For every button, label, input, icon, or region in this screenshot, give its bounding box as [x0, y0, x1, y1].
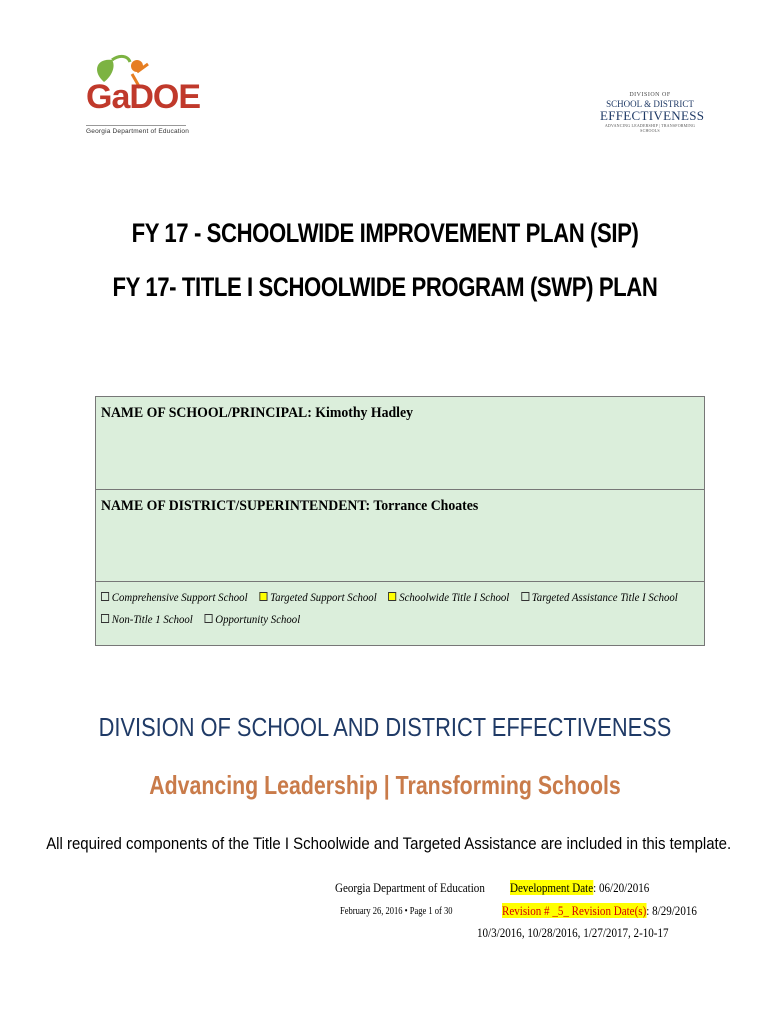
required-components-note: All required components of the Title I Schoolwide and Targeted Assistance are included in this template.: [46, 834, 732, 853]
option-targeted-assistance-title-i[interactable]: [521, 586, 678, 608]
option-label: Non-Title 1 School: [111, 612, 193, 626]
district-superintendent-row: [96, 490, 704, 582]
option-label: Targeted Support School: [270, 590, 377, 604]
checkbox-icon[interactable]: [521, 592, 529, 601]
division-logo-line4: ADVANCING LEADERSHIP | TRANSFORMING SCHOOLS: [604, 123, 696, 133]
district-superintendent-field[interactable]: NAME OF DISTRICT/SUPERINTENDENT: Torrance Choates: [101, 498, 479, 514]
footer-development-date: [510, 880, 649, 896]
swp-title: FY 17- TITLE I SCHOOLWIDE PROGRAM (SWP) PLAN: [112, 272, 658, 302]
division-logo: [600, 92, 705, 142]
checkbox-icon[interactable]: [259, 592, 267, 601]
option-label: Schoolwide Title I School: [399, 590, 510, 604]
footer-revision-dates: 10/3/2016, 10/28/2016, 1/27/2017, 2-10-17: [477, 925, 669, 940]
revision-label: Revision # _5_ Revision Date(s): [502, 903, 647, 918]
option-non-title-1[interactable]: [101, 608, 193, 630]
footer-page: February 26, 2016 • Page 1 of 30: [340, 906, 453, 917]
school-type-row: [96, 582, 704, 645]
division-tagline: Advancing Leadership | Transforming Schools: [149, 770, 621, 800]
gadoe-tagline: Georgia Department of Education: [86, 128, 190, 135]
option-label: Opportunity School: [215, 612, 301, 626]
checkbox-icon[interactable]: [101, 614, 109, 623]
gadoe-logo: [82, 52, 201, 140]
school-principal-row: [96, 397, 704, 490]
development-date-label: Development Date: [510, 880, 594, 895]
school-info-box: [95, 396, 705, 646]
checkbox-icon[interactable]: [205, 614, 213, 623]
school-principal-field[interactable]: NAME OF SCHOOL/PRINCIPAL: Kimothy Hadley: [101, 405, 414, 421]
checkbox-icon[interactable]: [388, 592, 396, 601]
division-logo-line1: DIVISION OF: [629, 92, 671, 98]
gadoe-wordmark: GaDOE: [86, 78, 201, 116]
development-date-value: : 06/20/2016: [593, 880, 650, 895]
division-logo-line2: SCHOOL & DISTRICT: [606, 99, 694, 109]
school-type-options: [101, 586, 678, 630]
option-label: Comprehensive Support School: [111, 590, 248, 604]
revision-value: : 8/29/2016: [646, 903, 697, 918]
option-label: Targeted Assistance Title I School: [531, 590, 678, 604]
sip-title: FY 17 - SCHOOLWIDE IMPROVEMENT PLAN (SIP): [131, 218, 639, 248]
checkbox-icon[interactable]: [101, 592, 109, 601]
option-opportunity-school[interactable]: [205, 608, 301, 630]
division-heading: DIVISION OF SCHOOL AND DISTRICT EFFECTIVENESS: [98, 712, 672, 742]
footer-org: Georgia Department of Education: [335, 880, 485, 895]
option-schoolwide-title-i[interactable]: [388, 586, 509, 608]
division-logo-line3: EFFECTIVENESS: [600, 108, 705, 123]
gadoe-divider: [86, 125, 186, 126]
option-comprehensive-support[interactable]: [101, 586, 248, 608]
footer-revision: [502, 903, 697, 919]
option-targeted-support[interactable]: [259, 586, 376, 608]
